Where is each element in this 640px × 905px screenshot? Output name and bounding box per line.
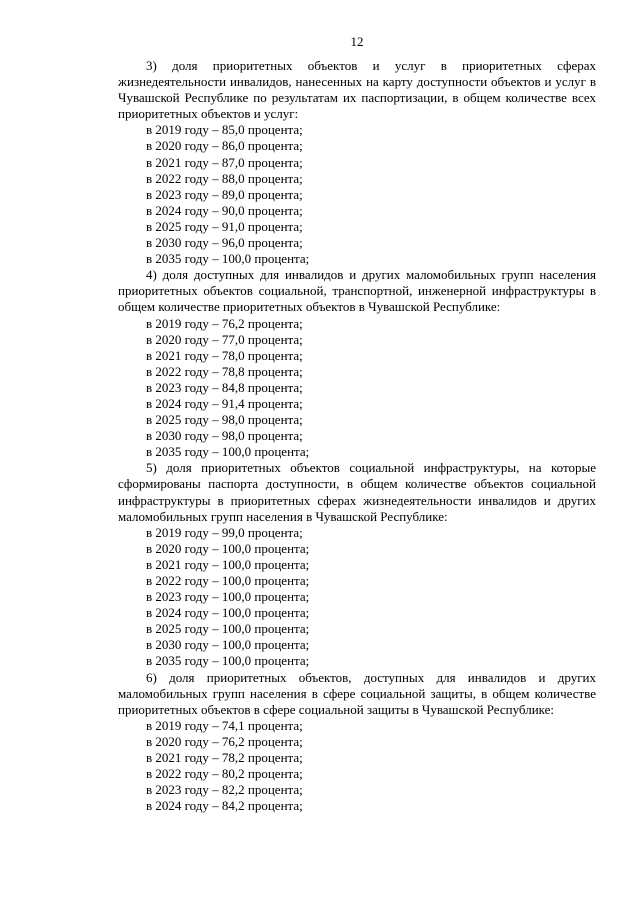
list-item: в 2030 году – 100,0 процента;	[146, 637, 310, 653]
list-item: в 2025 году – 91,0 процента;	[146, 218, 303, 234]
indicator-6	[118, 670, 596, 815]
list-item: в 2019 году – 76,2 процента;	[146, 315, 303, 331]
list-item: в 2021 году – 78,2 процента;	[146, 750, 303, 766]
list-item: в 2025 году – 98,0 процента;	[146, 412, 303, 428]
indicator-3-values	[118, 122, 596, 267]
list-item: в 2020 году – 100,0 процента;	[146, 540, 310, 556]
list-item: в 2035 году – 100,0 процента;	[146, 251, 310, 267]
list-item: в 2024 году – 100,0 процента;	[146, 605, 310, 621]
list-item: в 2035 году – 100,0 процента;	[146, 653, 310, 669]
indicator-4	[118, 267, 596, 460]
document-page	[118, 34, 596, 814]
list-item: в 2030 году – 98,0 процента;	[146, 428, 303, 444]
list-item: в 2019 году – 85,0 процента;	[146, 122, 303, 138]
indicator-3-text: 3) доля приоритетных объектов и услуг в приоритетных сферах жизнедеятельности инвалидов, нанесенных на карту доступности объектов и услуг в Чувашской Республике по результатам их паспортизации, в общем количестве всех приоритетных объектов и услуг:	[118, 58, 596, 122]
indicator-5	[118, 460, 596, 669]
indicator-6-values	[118, 718, 596, 815]
list-item: в 2020 году – 86,0 процента;	[146, 138, 303, 154]
list-item: в 2022 году – 88,0 процента;	[146, 170, 303, 186]
list-item: в 2021 году – 87,0 процента;	[146, 154, 303, 170]
list-item: в 2025 году – 100,0 процента;	[146, 621, 310, 637]
list-item: в 2024 году – 91,4 процента;	[146, 395, 303, 411]
indicator-3	[118, 58, 596, 267]
list-item: в 2022 году – 100,0 процента;	[146, 573, 310, 588]
list-item: в 2023 году – 89,0 процента;	[146, 186, 303, 202]
list-item: в 2019 году – 99,0 процента;	[146, 524, 303, 540]
list-item: в 2022 году – 78,8 процента;	[146, 363, 303, 379]
indicator-6-text: 6) доля приоритетных объектов, доступных для инвалидов и других маломобильных групп населения в сфере социальной защиты, в общем количестве приоритетных объектов в сфере социальной защиты в Чувашской Республике:	[118, 669, 596, 717]
indicator-4-values	[118, 316, 596, 461]
list-item: в 2020 году – 77,0 процента;	[146, 331, 303, 347]
list-item: в 2023 году – 100,0 процента;	[146, 589, 310, 605]
list-item: в 2021 году – 100,0 процента;	[146, 556, 310, 572]
list-item: в 2019 году – 74,1 процента;	[146, 717, 303, 733]
page-number: 12	[350, 34, 364, 49]
indicator-4-text: 4) доля доступных для инвалидов и других маломобильных групп населения приоритетных объектов социальной, транспортной, инженерной инфраструктуры в общем количестве приоритетных объектов в Чувашской Республике:	[118, 267, 596, 315]
list-item: в 2020 году – 76,2 процента;	[146, 733, 303, 749]
indicator-5-text: 5) доля приоритетных объектов социальной инфраструктуры, на которые сформированы паспорта доступности, в общем количестве объектов социальной инфраструктуры в приоритетных сферах жизнедеятельности инвалидов и других маломобильных групп населения в Чувашской Республике:	[118, 460, 596, 524]
list-item: в 2023 году – 84,8 процента;	[146, 379, 303, 395]
list-item: в 2023 году – 82,2 процента;	[146, 782, 303, 798]
list-item: в 2021 году – 78,0 процента;	[146, 347, 303, 363]
list-item: в 2022 году – 80,2 процента;	[146, 766, 303, 782]
list-item: в 2024 году – 90,0 процента;	[146, 202, 303, 218]
list-item: в 2024 году – 84,2 процента;	[146, 798, 303, 814]
list-item: в 2035 году – 100,0 процента;	[146, 444, 310, 460]
list-item: в 2030 году – 96,0 процента;	[146, 235, 303, 251]
indicator-5-values	[118, 525, 596, 670]
